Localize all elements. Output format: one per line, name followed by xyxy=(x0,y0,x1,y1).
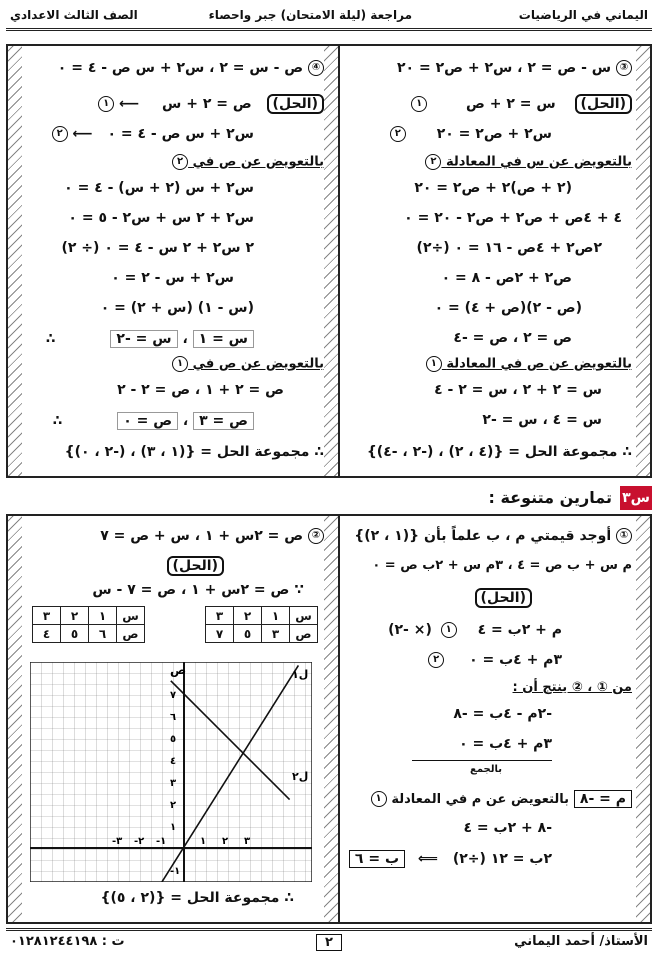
addition-note: بالجمع xyxy=(469,764,502,775)
x-tick-label: ٢ xyxy=(222,836,229,847)
m-result-line xyxy=(342,790,632,808)
equation-marker-2: ٢ xyxy=(428,652,444,668)
exercise-1-statement xyxy=(342,528,632,544)
solution-set: ∴ مجموعة الحل = {(٤ ، ٢) ، (-٢ ، -٤)} xyxy=(366,444,632,460)
page-header xyxy=(6,4,652,44)
values-table-2 xyxy=(32,606,145,643)
statement-text: س - ص = ٢ ، س٢ + ص٢ = ٢٠ xyxy=(397,60,612,76)
line-l1-label: ل١ xyxy=(292,668,309,681)
y-tick-label: ٤ xyxy=(170,756,177,767)
sum-rule xyxy=(412,760,552,761)
equation-marker: ١ xyxy=(371,791,387,807)
exercise-1 xyxy=(342,516,632,916)
statement-text: ص = ٢س + ١ ، س + ص = ٧ xyxy=(100,528,304,544)
solution-label: (الحل) xyxy=(475,588,532,608)
equation-2-line xyxy=(342,652,632,668)
roots-line: س = ١ ، س = -٢ ∴ xyxy=(26,330,324,348)
equation-1: س = ٢ + ص xyxy=(466,96,556,112)
header-rule xyxy=(6,28,652,31)
page-number: ٢ xyxy=(316,934,342,951)
work-line: س٢ + س - ٢ = ٠ xyxy=(111,270,234,286)
equation-marker: ٢ xyxy=(172,154,188,170)
y-tick-label: ٢ xyxy=(170,800,177,811)
equation-2-line xyxy=(342,126,632,142)
solution-line xyxy=(26,556,324,576)
equation-2-line xyxy=(26,126,324,142)
given-line: ∵ ص = ٢س + ١ ، ص = ٧ - س xyxy=(92,582,304,598)
y-tick-label: ٥ xyxy=(170,734,177,745)
work-line: س٢ + ٢ س + س٢ - ٥ = ٠ xyxy=(68,210,254,226)
substitution-text: بالتعويض عن ص في xyxy=(192,356,324,372)
work-line: س = ٢ + ٢ ، س = ٢ - ٤ xyxy=(434,382,602,398)
substitution-text: بالتعويض عن س في المعادلة xyxy=(445,154,632,170)
table-cell: س xyxy=(290,607,318,625)
table-cell: ٤ xyxy=(33,625,61,643)
equation-2: س٢ + س ص - ٤ = ٠ xyxy=(107,126,254,142)
work-line: ٢ س٢ + ٢ س - ٤ = ٠ (÷ ٢) xyxy=(61,240,254,256)
work-line: (س - ١) (س + ٢) = ٠ xyxy=(100,300,254,316)
teacher-name: الأستاذ/ أحمد اليماني xyxy=(514,934,648,949)
work-line: -٢م - ٤ب = -٨ xyxy=(453,706,552,722)
header-brand: اليماني في الرياضيات xyxy=(518,8,648,22)
solution-line xyxy=(26,94,324,114)
work-line: ٤ + ٤ص + ص٢ + ص٢ - ٢٠ = ٠ xyxy=(404,210,622,226)
table-cell: ٧ xyxy=(206,625,234,643)
section-title: تمارين متنوعة : xyxy=(488,488,612,507)
substitution-text: بالتعويض عن م في المعادلة xyxy=(391,792,570,807)
zigzag-border xyxy=(324,46,338,476)
table-cell: ٢ xyxy=(61,607,89,625)
work-line: ص٢ + ٢ص - ٨ = ٠ xyxy=(441,270,572,286)
work-line: ص = ٢ + ١ ، ص = ٢ - ٢ xyxy=(117,382,284,398)
y-tick-label: ١ xyxy=(170,822,177,833)
equation-2: س٢ + ص٢ = ٢٠ xyxy=(436,126,552,142)
root-box: ص = ٠ xyxy=(117,412,178,430)
zigzag-border xyxy=(636,46,650,476)
equation-marker: ٢ xyxy=(425,154,441,170)
root-box: س = ١ xyxy=(193,330,254,348)
exercise-number: ② xyxy=(308,528,324,544)
equation-marker-1: ١ xyxy=(441,622,457,638)
question-badge: س٣ xyxy=(620,486,652,510)
therefore-icon: ∴ xyxy=(52,413,63,429)
solution-line xyxy=(342,588,632,608)
column-divider xyxy=(338,46,340,476)
m-value: م = -٨ xyxy=(574,790,632,808)
exercise-3 xyxy=(342,46,632,476)
coordinate-graph xyxy=(30,662,312,882)
x-tick-label: ١ xyxy=(200,836,207,847)
solution-line xyxy=(342,94,632,114)
solution-set: ∴ مجموعة الحل = {(٢ ، ٥)} xyxy=(100,890,294,906)
equation-marker-1: ١ xyxy=(411,96,427,112)
equation-marker-1: ١ xyxy=(98,96,114,112)
zigzag-border xyxy=(8,46,22,476)
work-line: س٢ + س (٢ + س) - ٤ = ٠ xyxy=(64,180,254,196)
equation-1: م + ٢ب = ٤ xyxy=(477,622,562,638)
equation-note: (× -٢) xyxy=(388,622,432,638)
x-tick-label: -٢ xyxy=(134,836,145,847)
solution-label: (الحل) xyxy=(575,94,632,114)
work-line: (٢ + ص)٢ + ص٢ = ٢٠ xyxy=(414,180,572,196)
b-value: ب = ٦ xyxy=(349,850,405,868)
values-table-1 xyxy=(205,606,318,643)
table-cell: س xyxy=(117,607,145,625)
table-cell: ص xyxy=(290,625,318,643)
solution-label: (الحل) xyxy=(267,94,324,114)
exercise-4 xyxy=(26,46,324,476)
substitution-heading-2 xyxy=(426,356,632,372)
table-cell: ٥ xyxy=(234,625,262,643)
statement-text: أوجد قيمتي م ، ب علماً بأن {(١ ، ٢)} xyxy=(354,528,612,544)
equation-2: ٣م + ٤ب = ٠ xyxy=(469,652,562,668)
work-line: ص = ٢ ، ص = -٤ xyxy=(453,330,572,346)
table-cell: ص xyxy=(117,625,145,643)
b-result-line xyxy=(342,850,632,868)
work-text: ٢ب = ١٢ (÷٢) xyxy=(452,851,552,867)
line-l2-label: ل٢ xyxy=(292,770,309,783)
substitution-heading xyxy=(425,154,632,170)
x-tick-label: -١ xyxy=(156,836,167,847)
y-tick-label: ٣ xyxy=(170,778,177,789)
table-cell: ٢ xyxy=(234,607,262,625)
root-box: ص = ٣ xyxy=(193,412,254,430)
equation-marker-2: ٢ xyxy=(52,126,68,142)
y-tick-label: ٦ xyxy=(170,712,177,723)
phone-number: ت : ٠١٢٨١٢٤٤١٩٨ xyxy=(10,934,125,949)
substitution-heading-2 xyxy=(172,356,324,372)
table-cell: ٣ xyxy=(262,625,290,643)
y-tick-label: -١ xyxy=(170,866,181,877)
exercise-2-statement xyxy=(26,528,324,544)
y-axis-label: ص xyxy=(170,663,187,677)
top-section xyxy=(6,44,652,478)
work-line: ٢ص٢ + ٤ص - ١٦ = ٠ (÷٢) xyxy=(416,240,602,256)
y-tick-label: ٧ xyxy=(170,690,177,701)
statement-text: ص - س = ٢ ، س٢ + س ص - ٤ = ٠ xyxy=(57,60,304,76)
equation-marker-2: ٢ xyxy=(390,126,406,142)
header-title: مراجعة (ليلة الامتحان) جبر واحصاء xyxy=(208,8,412,22)
table-cell: ٦ xyxy=(89,625,117,643)
equation-marker: ١ xyxy=(172,356,188,372)
exercise-number: ③ xyxy=(616,60,632,76)
table-cell: ١ xyxy=(262,607,290,625)
column-divider xyxy=(338,516,340,922)
section-banner xyxy=(6,484,652,512)
table-cell: ٣ xyxy=(33,607,61,625)
equation-1-line xyxy=(342,622,632,638)
table-cell: ٥ xyxy=(61,625,89,643)
exercise-4-statement xyxy=(26,60,324,76)
system-line: م س + ب ص = ٤ ، ٣م س + ٢ب ص = ٠ xyxy=(372,558,632,573)
solution-set: ∴ مجموعة الحل = {(١ ، ٣) ، (-٢ ، ٠)} xyxy=(64,444,324,460)
header-grade: الصف الثالث الاعدادي xyxy=(10,8,138,22)
roots-line: ص = ٣ ، ص = ٠ ∴ xyxy=(26,412,324,430)
x-tick-label: ٣ xyxy=(244,836,251,847)
work-line: (ص - ٢)(ص + ٤) = ٠ xyxy=(434,300,582,316)
substitution-heading xyxy=(172,154,324,170)
implies-arrow-icon: ⟸ xyxy=(417,851,438,867)
work-line: ٣م + ٤ب = ٠ xyxy=(459,736,552,752)
from-heading: من ① ، ② ينتج أن : xyxy=(512,680,632,695)
solution-label: (الحل) xyxy=(167,556,224,576)
therefore-icon: ∴ xyxy=(45,331,56,347)
zigzag-border xyxy=(636,516,650,922)
substitution-text: بالتعويض عن ص في المعادلة xyxy=(446,356,632,372)
work-line: س = ٤ ، س = -٢ xyxy=(482,412,602,428)
root-box: س = -٢ xyxy=(110,330,177,348)
exercise-3-statement xyxy=(342,60,632,76)
x-tick-label: -٣ xyxy=(112,836,123,847)
arrow-icon: ⟵ xyxy=(72,126,93,142)
substitution-text: بالتعويض عن ص في xyxy=(192,154,324,170)
bottom-section xyxy=(6,514,652,924)
zigzag-border xyxy=(324,516,338,922)
arrow-icon: ⟵ xyxy=(119,96,140,112)
exercise-2 xyxy=(26,516,324,916)
zigzag-border xyxy=(8,516,22,922)
exercise-number: ④ xyxy=(308,60,324,76)
work-line: -٨ + ٢ب = ٤ xyxy=(463,820,552,836)
equation-marker: ١ xyxy=(426,356,442,372)
equation-1: ص = ٢ + س xyxy=(162,96,252,112)
table-cell: ١ xyxy=(89,607,117,625)
exercise-number: ① xyxy=(616,528,632,544)
page-footer xyxy=(6,928,652,954)
table-cell: ٣ xyxy=(206,607,234,625)
